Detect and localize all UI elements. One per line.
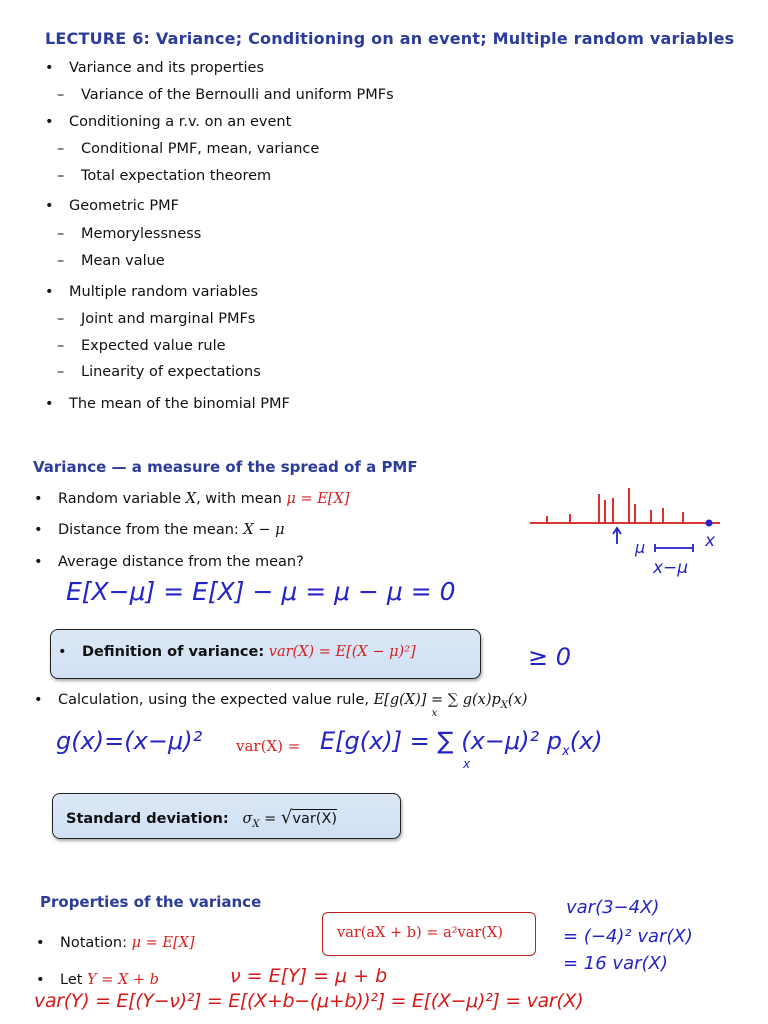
equals: = <box>264 811 277 827</box>
bullet-text: Average distance from the mean? <box>58 554 304 570</box>
handwritten-example-2: = (−4)² var(X) <box>563 926 693 947</box>
outline-subitem: – Total expectation theorem <box>81 168 271 184</box>
label-x-minus-mu: x−μ <box>653 558 689 578</box>
slide-3-title: Properties of the variance <box>40 893 262 911</box>
handwritten-variance-proof: var(Y) = E[(Y−ν)²] = E[(X+b−(μ+b))²] = E[(X−μ)²] = var(X) <box>34 990 584 1012</box>
bullet-text: Distance from the mean: <box>58 522 239 538</box>
slide-2-title: Variance — a measure of the spread of a PMF <box>33 458 418 476</box>
outline-subitem: – Joint and marginal PMFs <box>81 311 255 327</box>
bullet-calculation <box>58 692 528 719</box>
bullet-let <box>60 972 159 988</box>
outline-bullet: • Multiple random variables <box>69 284 258 300</box>
definition-content <box>82 644 416 660</box>
spread-diagram <box>525 478 725 578</box>
outline-subitem: – Conditional PMF, mean, variance <box>81 141 319 157</box>
variance-property-formula: var(aX + b) = a²var(X) <box>337 925 503 941</box>
bullet-distance <box>58 522 285 538</box>
variance-property-box <box>322 912 536 956</box>
std-content <box>66 807 337 830</box>
definition-label: Definition of variance: <box>82 644 265 660</box>
bullet-average-distance <box>58 554 304 570</box>
handwritten-mean-zero: E[X−μ] = E[X] − μ = μ − μ = 0 <box>66 577 456 606</box>
distance-formula: X − μ <box>243 522 285 538</box>
outline-subitem: – Mean value <box>81 253 165 269</box>
let-label: Let <box>60 972 83 988</box>
let-formula: Y = X + b <box>87 972 159 988</box>
slide-1-title: LECTURE 6: Variance; Conditioning on an event; Multiple random variables <box>45 29 735 48</box>
outline-bullet: • Variance and its properties <box>69 60 264 76</box>
outline-subitem: – Linearity of expectations <box>81 364 261 380</box>
definition-formula: var(X) = E[(X − μ)²] <box>268 644 416 660</box>
handwritten-example-3: = 16 var(X) <box>563 953 668 974</box>
outline-bullet: • Conditioning a r.v. on an event <box>69 114 291 130</box>
label-mu: μ <box>635 538 646 557</box>
var-x: X <box>185 491 197 507</box>
label-x: x <box>705 531 716 551</box>
bullet-text: Calculation, using the expected value rule, <box>58 692 369 708</box>
expected-value-rule <box>373 692 528 719</box>
rule-subscript: X <box>500 699 508 711</box>
sum-tail: (x) <box>569 727 603 755</box>
outline-bullet: • Geometric PMF <box>69 198 179 214</box>
handwritten-nonnegative: ≥ 0 <box>528 643 572 671</box>
handwritten-nu: ν = E[Y] = μ + b <box>230 965 388 987</box>
rule-formula: E[g(X)] = ∑ g(x)p <box>373 692 501 708</box>
handwritten-example-1: var(3−4X) <box>566 897 660 918</box>
std-deviation-box <box>52 793 401 839</box>
bullet-text-mid: , with mean <box>196 491 282 507</box>
std-label: Standard deviation: <box>66 811 229 827</box>
sigma: σ <box>242 811 253 827</box>
point-x <box>706 520 713 527</box>
bullet-notation <box>60 935 195 951</box>
var-label: var(X) = <box>236 737 301 755</box>
outline-subitem: – Variance of the Bernoulli and uniform PMFs <box>81 87 394 103</box>
rule-tail: (x) <box>507 692 528 708</box>
sigma-subscript: X <box>252 818 260 830</box>
sum-index: x <box>431 708 438 719</box>
bullet-random-variable <box>58 491 349 507</box>
notation-label: Notation: <box>60 935 127 951</box>
sqrt-argument: var(X) <box>292 811 338 827</box>
outline-subitem: – Memorylessness <box>81 226 201 242</box>
definition-box <box>50 629 481 679</box>
sqrt-symbol: √ <box>280 807 293 828</box>
mean-formula: μ = E[X] <box>286 491 350 507</box>
handwritten-sum <box>320 727 603 771</box>
outline-bullet: • The mean of the binomial PMF <box>69 396 290 412</box>
bullet-text: Random variable <box>58 491 182 507</box>
sum-subscript: x <box>562 743 570 759</box>
outline-subitem: – Expected value rule <box>81 338 226 354</box>
sum-formula: E[g(x)] = ∑ (x−μ)² p <box>320 727 563 755</box>
handwritten-g-definition: g(x)=(x−μ)² <box>56 727 203 755</box>
notation-formula: μ = E[X] <box>131 935 195 951</box>
sum-index: x <box>463 757 471 771</box>
